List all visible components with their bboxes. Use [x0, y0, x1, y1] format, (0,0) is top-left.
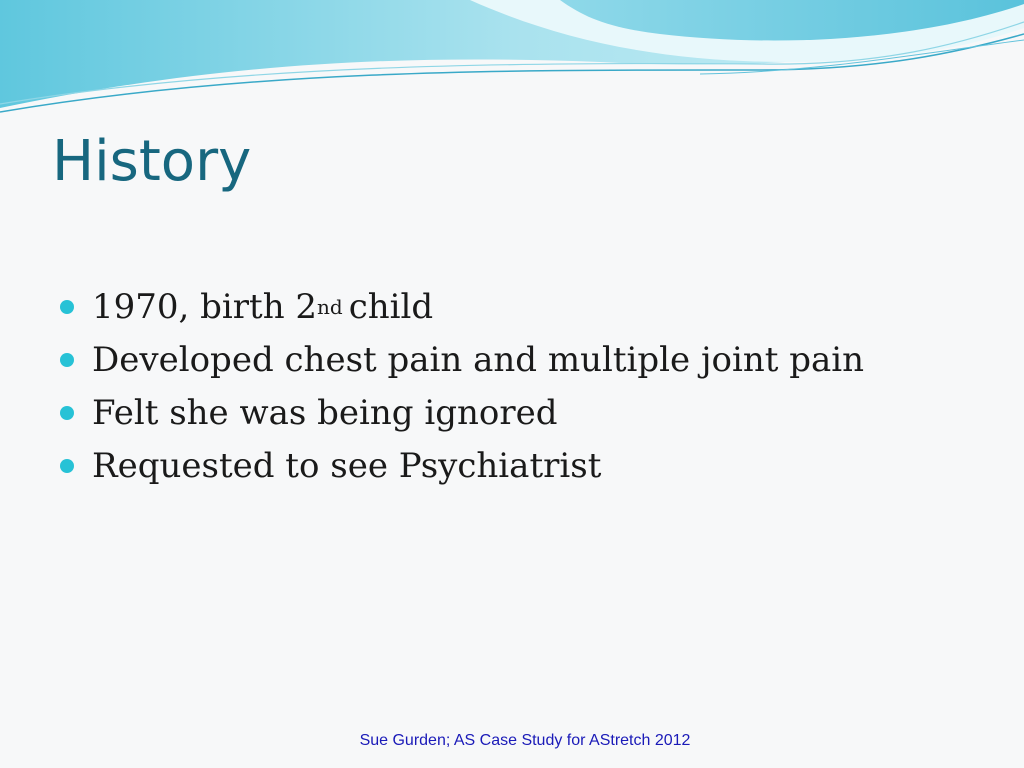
- slide-title: History: [52, 129, 252, 194]
- bullet-dot-icon: [60, 300, 74, 314]
- bullet-item: [60, 439, 864, 492]
- header-wave-decoration: [0, 0, 1024, 130]
- bullet-text-suffix: child: [348, 286, 434, 327]
- bullet-dot-icon: [60, 406, 74, 420]
- slide-footer: Sue Gurden; AS Case Study for AStretch 2012: [359, 732, 691, 749]
- bullet-dot-icon: [60, 353, 74, 367]
- bullet-text: Requested to see Psychiatrist: [92, 445, 602, 486]
- bullet-item: [60, 386, 864, 439]
- bullet-text: 1970, birth 2: [92, 286, 318, 327]
- bullet-text: Felt she was being ignored: [92, 392, 558, 433]
- bullet-text: Developed chest pain and multiple joint pain: [92, 339, 865, 380]
- bullet-list: [60, 280, 864, 492]
- bullet-item: [60, 333, 864, 386]
- bullet-item: 1970, birth 2 nd child: [60, 280, 864, 333]
- bullet-dot-icon: [60, 459, 74, 473]
